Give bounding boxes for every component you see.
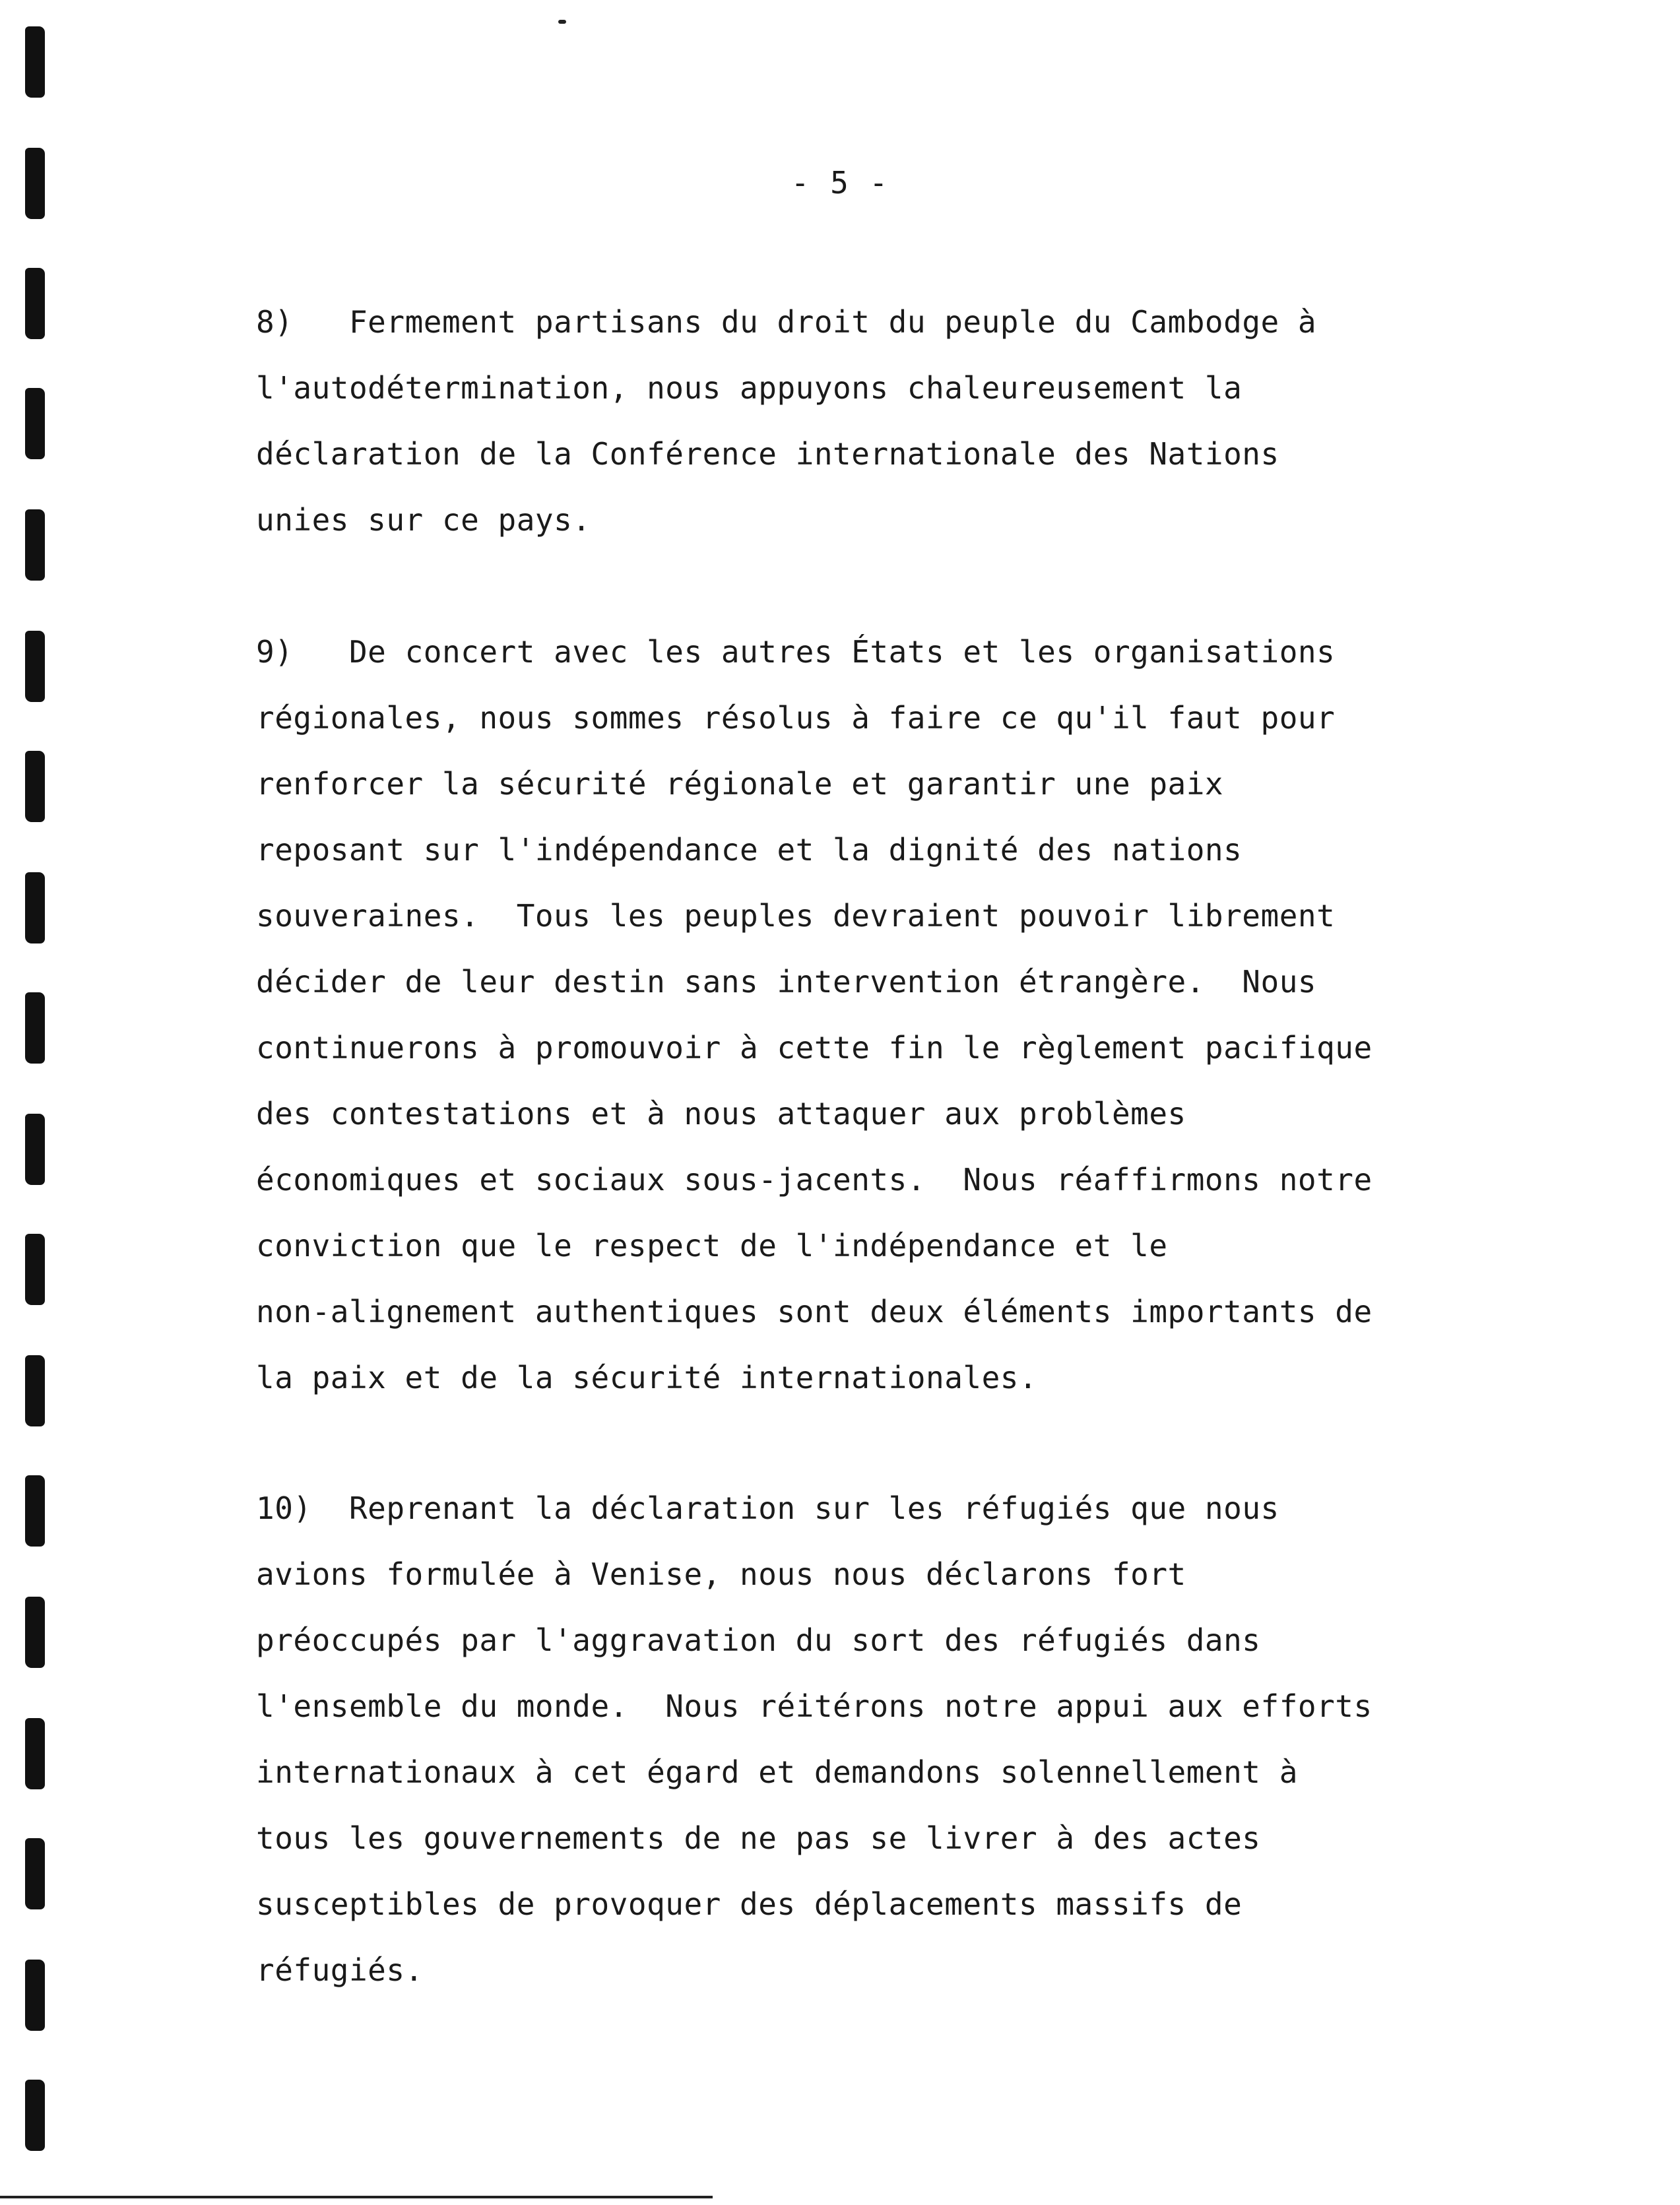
bottom-rule [0,2196,713,2198]
paragraph-number: 9) [256,634,294,670]
paragraph-text: De concert avec les autres États et les organisations régionales, nous sommes résolus à faire ce qu'il faut pour renforcer la sécurité régionale et garantir une paix reposant sur l'indépendance et la dignité des nations souveraines. Tous les peuples devraient pouvoir librement décider de leur destin sans intervention étrangère. Nous continuerons à promouvoir à cette fin le règlement pacifique des contestations et à nous attaquer aux problèmes économiques et sociaux sous-jacents. Nous réaffirmons notre conviction que le respect de l'indépendance et le non-alignement authentiques sont deux éléments importants de la paix et de la sécurité internationales. [256,634,1373,1395]
binder-mark [25,1355,45,1426]
binder-mark [25,631,45,702]
binder-mark [25,1960,45,2031]
binder-mark [25,26,45,98]
paragraph-9 [256,619,1510,1411]
paragraph-10 [256,1475,1510,2003]
binder-mark [25,1838,45,1909]
binder-mark [25,751,45,822]
binder-mark [25,388,45,459]
binder-mark [25,1234,45,1305]
binder-mark [25,509,45,581]
binder-punch-marks [0,0,53,2205]
paragraph-text: Reprenant la déclaration sur les réfugiés que nous avions formulée à Venise, nous nous déclarons fort préoccupés par l'aggravation du sort des réfugiés dans l'ensemble du monde. Nous réitérons notre appui aux efforts internationaux à cet égard et demandons solennellement à tous les gouvernements de ne pas se livrer à des actes susceptibles de provoquer des déplacements massifs de réfugiés. [256,1490,1373,1988]
binder-mark [25,1718,45,1789]
binder-mark [25,1597,45,1668]
binder-mark [25,2080,45,2151]
binder-mark [25,268,45,339]
paragraph-number: 8) [256,304,294,340]
scan-speck [558,20,566,24]
page-number: - 5 - [791,165,889,201]
paragraph-text: Fermement partisans du droit du peuple du Cambodge à l'autodétermination, nous appuyons chaleureusement la déclaration de la Conférence internationale des Nations unies sur ce pays. [256,304,1317,538]
binder-mark [25,992,45,1064]
binder-mark [25,872,45,943]
paragraph-number: 10) [256,1490,312,1526]
binder-mark [25,1475,45,1547]
paragraph-8 [256,289,1510,553]
binder-mark [25,1114,45,1185]
